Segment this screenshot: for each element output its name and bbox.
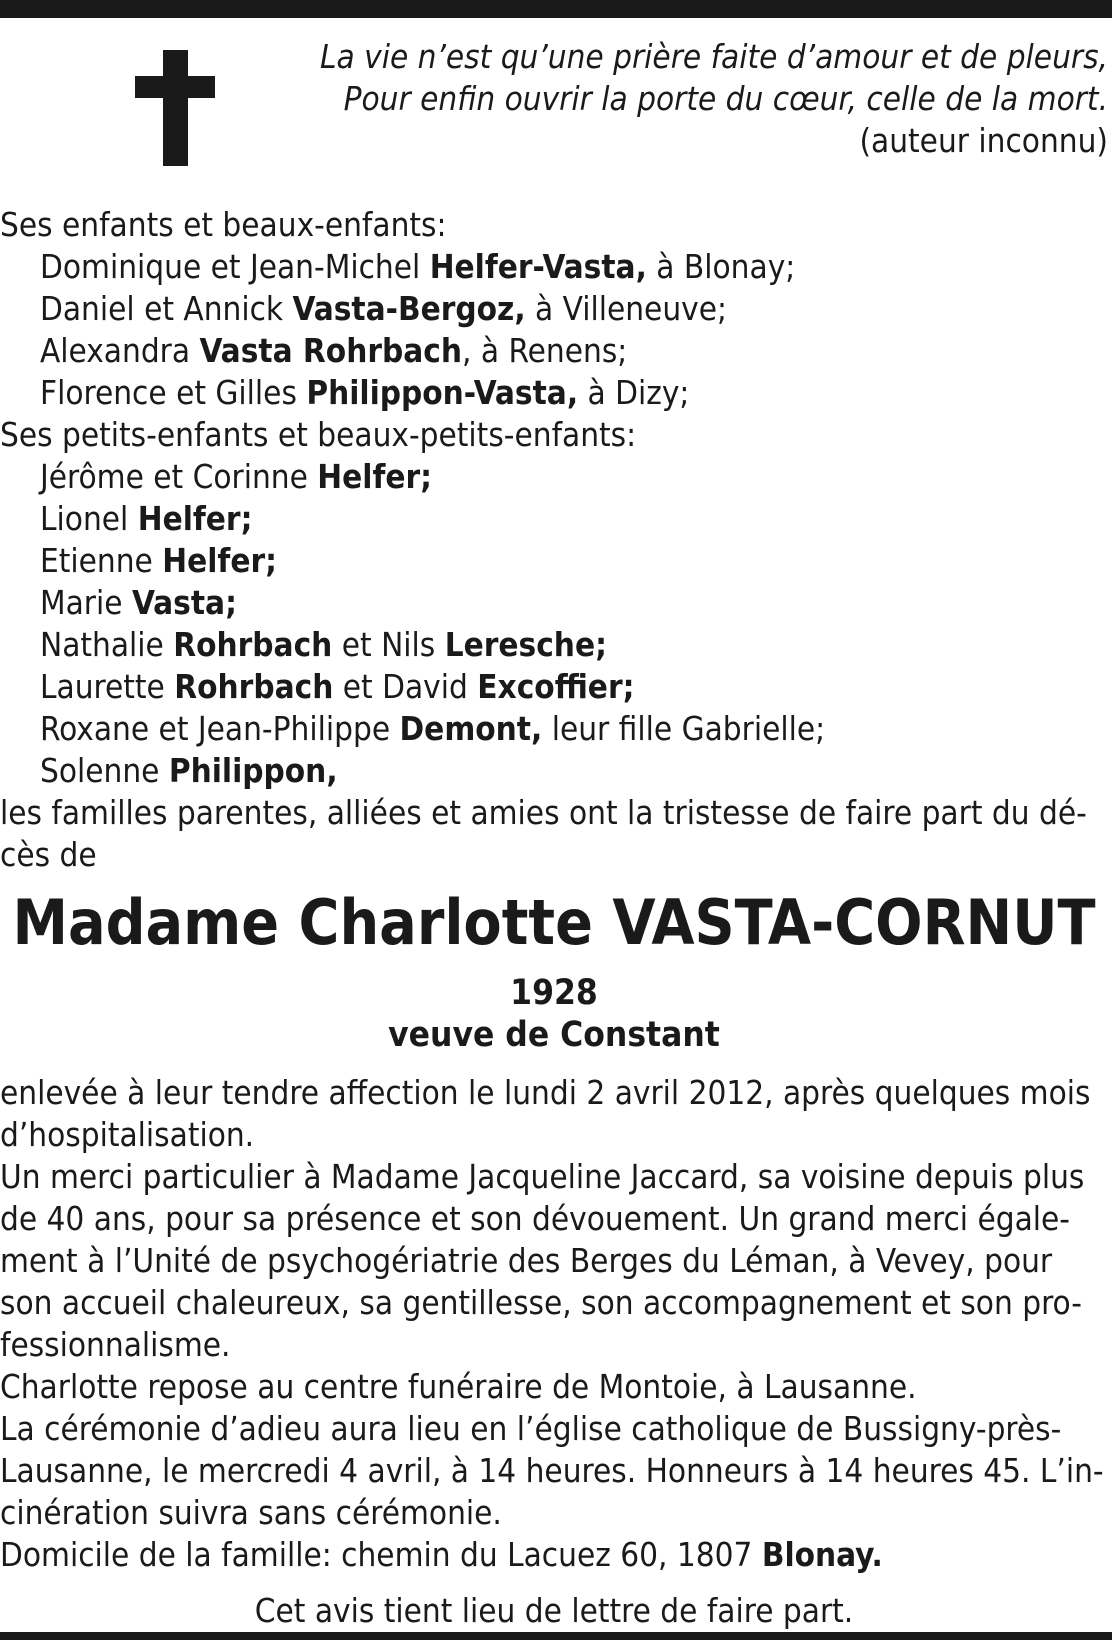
quote-line-1: La vie n’est qu’une prière faite d’amour et de pleurs, [319, 37, 1108, 76]
list-item: Alexandra Vasta Rohrbach, à Renens; [40, 331, 628, 370]
list-item: Dominique et Jean-Michel Helfer-Vasta, à Blonay; [40, 247, 796, 286]
grandchildren-heading: Ses petits-enfants et beaux-petits-enfants: [0, 415, 637, 454]
list-item: Nathalie Rohrbach et Nils Leresche; [40, 625, 607, 664]
list-item: Marie Vasta; [40, 583, 237, 622]
list-item: Roxane et Jean-Philippe Demont, leur fille Gabrielle; [40, 709, 826, 748]
paragraph-line: son accueil chaleureux, sa gentillesse, son accompagnement et son pro- [0, 1283, 1083, 1322]
paragraph-line: cinération suivra sans cérémonie. [0, 1493, 502, 1532]
paragraph-line: Lausanne, le mercredi 4 avril, à 14 heures. Honneurs à 14 heures 45. L’in- [0, 1451, 1104, 1490]
obituary-body [0, 204, 1108, 1632]
list-item: Jérôme et Corinne Helfer; [40, 457, 433, 496]
widow-of: veuve de Constant [388, 1015, 720, 1055]
announcement-line-1: les familles parentes, alliées et amies ont la tristesse de faire part du dé- [0, 793, 1087, 832]
bottom-rule [0, 1632, 1112, 1640]
closing-note: Cet avis tient lieu de lettre de faire part. [254, 1591, 854, 1630]
list-item: Etienne Helfer; [40, 541, 277, 580]
paragraph-line: de 40 ans, pour sa présence et son dévouement. Un grand merci égale- [0, 1199, 1071, 1238]
family-address: Domicile de la famille: chemin du Lacuez 60, 1807 Blonay. [0, 1535, 883, 1574]
list-item: Florence et Gilles Philippon-Vasta, à Dizy; [40, 373, 690, 412]
paragraph-line: ment à l’Unité de psychogériatrie des Berges du Léman, à Vevey, pour [0, 1241, 1053, 1280]
birth-year: 1928 [510, 973, 598, 1013]
paragraph-line: Un merci particulier à Madame Jacqueline Jaccard, sa voisine depuis plus [0, 1157, 1085, 1196]
cross-icon [135, 50, 215, 166]
children-heading: Ses enfants et beaux-enfants: [0, 205, 447, 244]
announcement-line-2: cès de [0, 835, 97, 874]
top-rule [0, 0, 1112, 18]
list-item: Laurette Rohrbach et David Excoffier; [40, 667, 635, 706]
paragraph-line: Charlotte repose au centre funéraire de Montoie, à Lausanne. [0, 1367, 917, 1406]
quote-line-2: Pour enfin ouvrir la porte du cœur, celle de la mort. [343, 79, 1108, 118]
paragraph-line: fessionnalisme. [0, 1325, 231, 1364]
epigraph-quote [288, 36, 1108, 162]
list-item: Solenne Philippon, [40, 751, 338, 790]
paragraph-line: La cérémonie d’adieu aura lieu en l’église catholique de Bussigny-près- [0, 1409, 1062, 1448]
list-item: Lionel Helfer; [40, 499, 253, 538]
list-item: Daniel et Annick Vasta-Bergoz, à Villeneuve; [40, 289, 727, 328]
paragraph-line: d’hospitalisation. [0, 1115, 255, 1154]
deceased-name: Madame Charlotte VASTA-CORNUT [12, 886, 1096, 959]
paragraph-line: enlevée à leur tendre affection le lundi 2 avril 2012, après quelques mois [0, 1073, 1091, 1112]
quote-author: (auteur inconnu) [859, 121, 1108, 160]
